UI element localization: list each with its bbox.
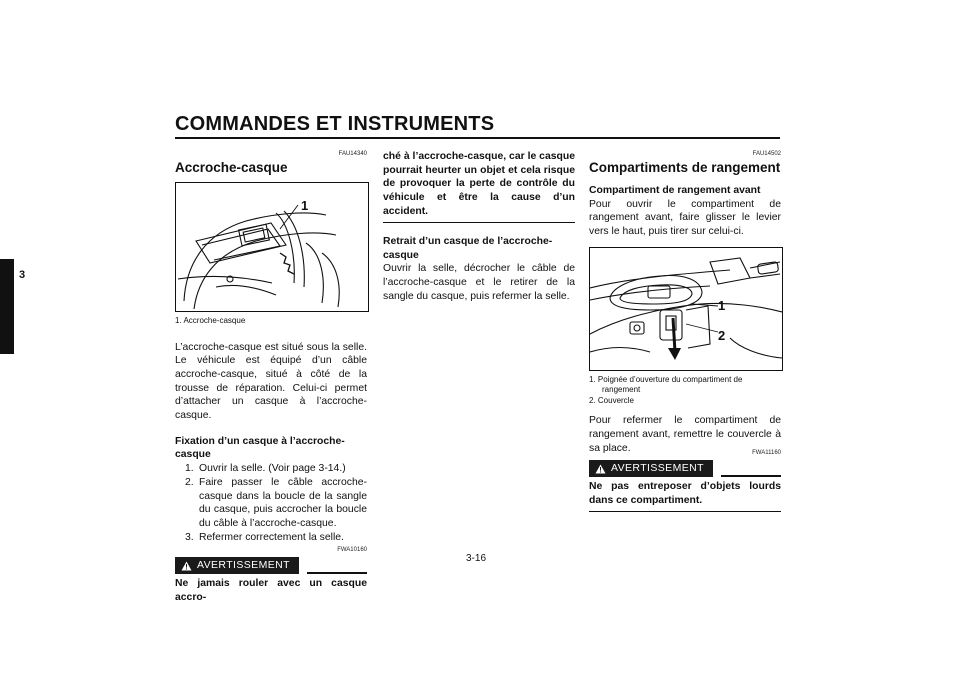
remove-helmet-paragraph: Ouvrir la selle, décrocher le câble de l’accroche-casque et le retirer de la sangle du casque, puis refermer la selle. <box>383 263 575 302</box>
section-title-helmet-holder: Accroche-casque <box>175 160 288 175</box>
step-item: 3. Refermer correctement la selle. <box>185 531 344 543</box>
warning-badge: AVERTISSEMENT <box>175 557 299 574</box>
warning-text: Ne pas entreposer d’objets lourds dans ce compartiment. <box>589 481 781 507</box>
chapter-number: 3 <box>19 269 26 281</box>
left-column <box>175 150 367 605</box>
intro-paragraph: L’accroche-casque est situé sous la selle. Le véhicule est équipé d’un câble accroche-casque, situé à côté de la trousse de réparation. Celui-ci permet d’attacher un casque à l’accroche-casque. <box>175 341 367 422</box>
subtitle-front-storage: Compartiment de rangement avant <box>589 185 761 196</box>
steps-list <box>175 462 367 544</box>
warning-bottom-rule <box>589 511 781 513</box>
caption-line: 1. Poignée d’ouverture du compartiment de <box>589 374 743 384</box>
warning-header <box>589 460 781 477</box>
step-item: 2. Faire passer le câble accroche-casque dans la boucle de la sangle du casque, puis accrocher la boucle du câble à l’accroche-casque. <box>185 476 367 529</box>
page-header-title: COMMANDES ET INSTRUMENTS <box>175 113 495 135</box>
subtitle-attach-helmet: Fixation d’un casque à l’accroche-casque <box>175 435 345 461</box>
warning-rule <box>307 572 367 574</box>
callout-2: 2 <box>718 327 726 343</box>
section-code: FAU14502 <box>752 151 781 157</box>
chapter-tab <box>0 259 14 354</box>
warning-code: FWA11160 <box>752 450 781 457</box>
right-column <box>589 150 781 512</box>
caption-line: 2. Couvercle <box>589 395 634 405</box>
section-code: FAU14340 <box>338 151 367 157</box>
middle-column <box>383 150 575 304</box>
figure-caption <box>589 375 781 407</box>
helmet-holder-illustration <box>176 183 368 311</box>
section-title-storage: Compartiments de rangement <box>589 160 781 175</box>
warning-rule <box>721 475 781 477</box>
warning-header <box>175 557 367 574</box>
header-rule <box>175 137 780 139</box>
helmet-holder-figure <box>175 182 369 312</box>
callout-1: 1 <box>301 198 309 213</box>
step-item: 1. Ouvrir la selle. (Voir page 3-14.) <box>185 463 346 475</box>
warning-triangle-icon <box>595 464 606 474</box>
open-storage-paragraph: Pour ouvrir le compartiment de rangement avant, faire glisser le levier vers le haut, puis tirer sur celui-ci. <box>589 198 781 238</box>
warning-badge: AVERTISSEMENT <box>589 460 713 477</box>
callout-1: 1 <box>718 297 726 313</box>
caption-line: rangement <box>602 385 641 395</box>
warning-code: FWA10160 <box>337 547 367 554</box>
page-number: 3-16 <box>466 553 487 564</box>
warning-text: Ne jamais rouler avec un casque accro- <box>175 578 367 604</box>
storage-illustration <box>590 248 782 370</box>
close-storage-paragraph: Pour refermer le compartiment de rangement avant, remettre le couvercle à sa place. <box>589 415 781 454</box>
storage-figure <box>589 247 783 371</box>
warning-triangle-icon <box>181 561 192 571</box>
figure-caption: 1. Accroche-casque <box>175 316 246 325</box>
subtitle-remove-helmet: Retrait d’un casque de l’accroche-casque <box>383 236 553 261</box>
warning-text-continued: ché à l’accroche-casque, car le casque pourrait heurter un objet et cela risque de provoquer la perte de contrôle du véhicule et être la cause d’un accident. <box>383 151 575 217</box>
